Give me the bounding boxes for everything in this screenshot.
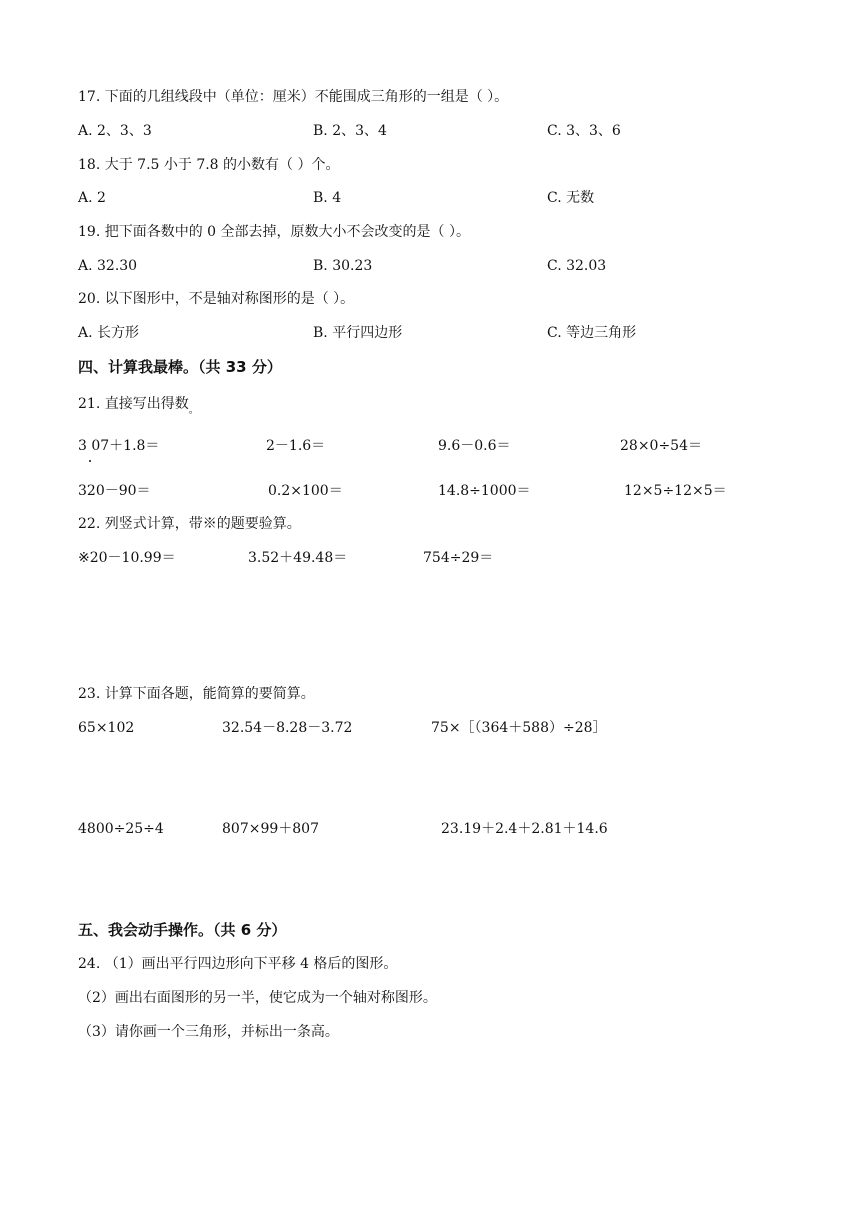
section-5-title: 五、我会动手操作。（共 6 分） [78, 921, 287, 939]
question-21-mark: 。 [188, 405, 199, 416]
q22-item-3: 754÷29＝ [423, 550, 494, 566]
question-22-stem: 22. 列竖式计算，带※的题要验算。 [78, 516, 301, 532]
q22-item-2: 3.52＋49.48＝ [248, 550, 348, 566]
q23-item-2: 32.54－8.28－3.72 [222, 720, 353, 736]
q21-item-8: 12×5÷12×5＝ [624, 483, 727, 499]
question-18-stem: 18. 大于 7.5 小于 7.8 的小数有（ ）个。 [78, 157, 340, 173]
question-18-option-b: B. 4 [313, 190, 342, 206]
q21-item-1: 3 07＋1.8＝ [78, 438, 160, 454]
q23-item-5: 807×99＋807 [222, 821, 319, 837]
question-24-line-2: （2）画出右面图形的另一半，使它成为一个轴对称图形。 [78, 990, 437, 1006]
question-18-option-c: C. 无数 [547, 190, 595, 206]
q21-item-2: 2－1.6＝ [266, 438, 326, 454]
question-20-option-c: C. 等边三角形 [547, 325, 637, 341]
question-17-option-b: B. 2、3、4 [313, 123, 387, 139]
section-4-title: 四、计算我最棒。（共 33 分） [78, 358, 282, 376]
question-17-stem: 17. 下面的几组线段中（单位：厘米）不能围成三角形的一组是（ ）。 [78, 89, 509, 105]
question-24-line-1: 24. （1）画出平行四边形向下平移 4 格后的图形。 [78, 956, 398, 972]
q23-item-4: 4800÷25÷4 [78, 821, 164, 837]
question-24-line-3: （3）请你画一个三角形，并标出一条高。 [78, 1024, 339, 1040]
q22-item-1: ※20－10.99＝ [78, 550, 176, 566]
question-20-stem: 20. 以下图形中，不是轴对称图形的是（ ）。 [78, 291, 355, 307]
question-19-option-a: A. 32.30 [78, 258, 138, 274]
question-17-option-c: C. 3、3、6 [547, 123, 621, 139]
q21-item-7: 14.8÷1000＝ [438, 483, 531, 499]
q21-item-4: 28×0÷54＝ [620, 438, 702, 454]
question-19-option-c: C. 32.03 [547, 258, 607, 274]
q21-item-3: 9.6－0.6＝ [438, 438, 511, 454]
q21-item-5: 320－90＝ [78, 483, 151, 499]
question-19-stem: 19. 把下面各数中的 0 全部去掉，原数大小不会改变的是（ ）。 [78, 224, 470, 240]
question-23-stem: 23. 计算下面各题，能简算的要简算。 [78, 686, 315, 702]
q21-item-6: 0.2×100＝ [268, 483, 343, 499]
question-21-stem [78, 395, 199, 415]
question-20-option-b: B. 平行四边形 [313, 325, 403, 341]
q23-item-6: 23.19＋2.4＋2.81＋14.6 [441, 821, 608, 837]
question-18-option-a: A. 2 [78, 190, 106, 206]
question-21-stem-text: 21. 直接写出得数 [78, 396, 189, 412]
question-17-option-a: A. 2、3、3 [78, 123, 152, 139]
decimal-dot-mark [89, 460, 91, 462]
question-19-option-b: B. 30.23 [313, 258, 373, 274]
q23-item-3: 75×［（364＋588）÷28］ [431, 720, 607, 736]
question-20-option-a: A. 长方形 [78, 325, 140, 341]
q23-item-1: 65×102 [78, 720, 135, 736]
